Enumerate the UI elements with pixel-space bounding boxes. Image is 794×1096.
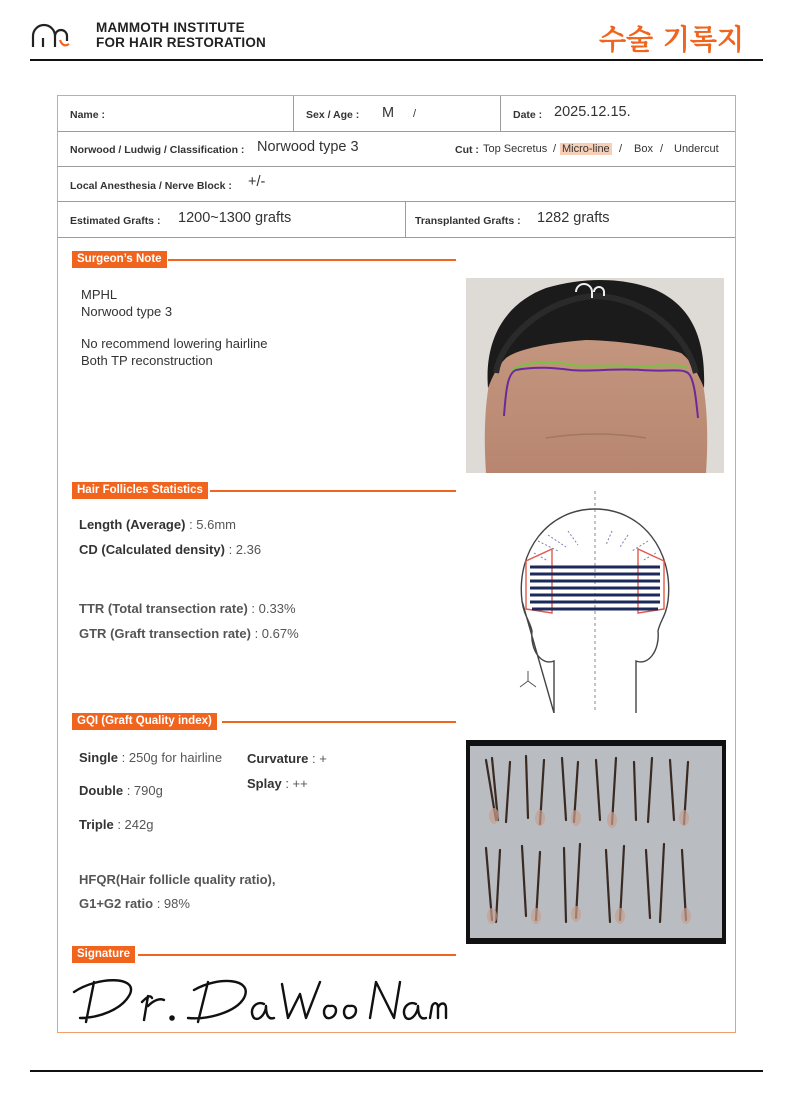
single-stat: Single : 250g for hairline [79,750,223,765]
row-divider [58,237,735,238]
institute-name: MAMMOTH INSTITUTE FOR HAIR RESTORATION [96,20,267,50]
estimated-grafts-value[interactable]: 1200~1300 grafts [178,210,292,226]
cut-label: Cut : [455,144,479,156]
date-value[interactable]: 2025.12.15. [554,104,631,120]
date-label: Date : [513,109,543,121]
section-title: Surgeon’s Note [72,251,167,268]
note-line: No recommend lowering hairline [81,336,268,351]
section-rule [168,259,456,261]
age-separator: / [413,108,417,120]
signature-header [72,946,456,964]
section-title: Signature [72,946,135,963]
anesthesia-label: Local Anesthesia / Nerve Block : [70,180,232,192]
double-stat: Double : 790g [79,783,163,798]
cut-option-undercut[interactable]: Undercut [674,143,719,155]
transplanted-grafts-value[interactable]: 1282 grafts [537,210,610,226]
column-divider [405,201,406,237]
classification-label: Norwood / Ludwig / Classification : [70,144,245,156]
splay-stat: Splay : ++ [247,776,308,791]
note-line: Norwood type 3 [81,304,173,319]
length-stat: Length (Average) : 5.6mm [79,517,237,532]
section-title: GQI (Graft Quality index) [72,713,217,730]
grafts-photo [466,740,726,944]
document-title: 수술 기록지 [599,23,744,56]
cut-separator: / [660,143,664,155]
note-line: MPHL [81,287,118,302]
section-rule [138,954,456,956]
surgery-record-form [57,95,736,1033]
surgeons-note-header [72,251,456,269]
note-line: Both TP reconstruction [81,353,213,368]
cut-separator: / [619,143,623,155]
triple-stat: Triple : 242g [79,817,154,832]
cut-separator: / [553,143,557,155]
hfqr-stat: HFQR(Hair follicle quality ratio), [79,872,276,887]
section-rule [210,490,456,492]
cut-option-box[interactable]: Box [634,143,653,155]
row-divider [58,131,735,132]
section-rule [222,721,456,723]
mammoth-logo-icon [30,20,70,50]
footer-divider [30,1070,763,1072]
transplanted-grafts-label: Transplanted Grafts : [415,215,521,227]
curvature-stat: Curvature : + [247,751,327,766]
cut-option-micro-line[interactable]: Micro-line [562,143,610,155]
row-divider [58,201,735,202]
ratio-stat: G1+G2 ratio : 98% [79,896,190,911]
column-divider [293,96,294,131]
surgeons-note-text[interactable] [81,286,267,369]
anesthesia-value[interactable]: +/- [248,174,266,190]
column-divider [500,96,501,131]
classification-value[interactable]: Norwood type 3 [257,139,359,155]
donor-diagram [508,491,680,713]
cd-stat: CD (Calculated density) : 2.36 [79,542,262,557]
header-divider [30,59,763,61]
sex-age-label: Sex / Age : [306,109,360,121]
gqi-header [72,713,456,731]
follicle-stats-header [72,482,456,500]
sex-value[interactable]: M [382,105,395,121]
signature-image[interactable] [68,968,448,1028]
gtr-stat: GTR (Graft transection rate) : 0.67% [79,626,299,641]
hairline-photo [466,278,724,473]
name-label: Name : [70,109,106,121]
ttr-stat: TTR (Total transection rate) : 0.33% [79,601,296,616]
note-line [81,320,267,335]
cut-option-top-secretus[interactable]: Top Secretus [483,143,548,155]
section-title: Hair Follicles Statistics [72,482,208,499]
estimated-grafts-label: Estimated Grafts : [70,215,161,227]
row-divider [58,166,735,167]
